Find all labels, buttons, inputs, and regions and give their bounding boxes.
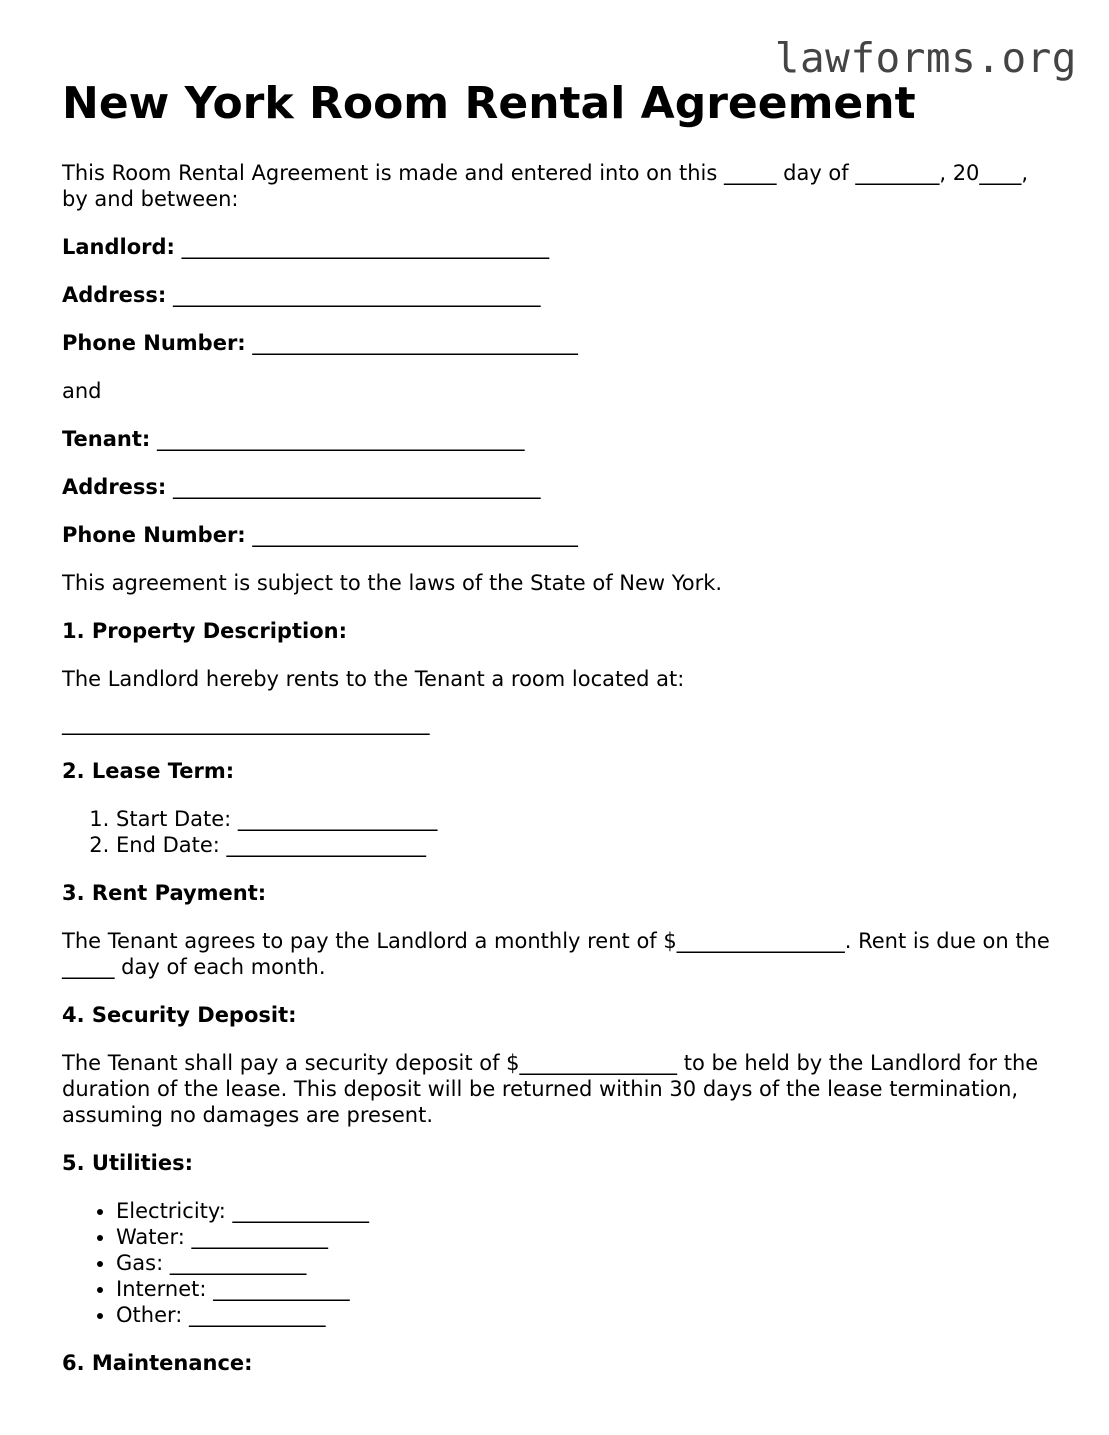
- landlord-phone-label: Phone Number:: [62, 331, 246, 355]
- page-title: New York Room Rental Agreement: [62, 78, 916, 129]
- landlord-label: Landlord:: [62, 235, 175, 259]
- section-3-text: The Tenant agrees to pay the Landlord a monthly rent of $________________. Rent is due on the _____ day of each month.: [62, 929, 1050, 979]
- lease-term-list: [62, 806, 1052, 858]
- section-2-heading: 2. Lease Term:: [62, 759, 235, 783]
- section-4-text: The Tenant shall pay a security deposit of $_______________ to be held by the Landlord for the duration of the lease. This deposit will be returned within 30 days of the lease termination, assuming no damages are present.: [62, 1051, 1039, 1127]
- list-item-water[interactable]: • Water: _____________: [116, 1224, 1052, 1250]
- section-1-text: The Landlord hereby rents to the Tenant a room located at:: [62, 667, 685, 691]
- list-item-start-date[interactable]: 1. Start Date: ___________________: [116, 806, 1052, 832]
- property-address-blank[interactable]: ___________________________________: [62, 711, 430, 735]
- landlord-phone-blank[interactable]: _______________________________: [252, 331, 578, 355]
- landlord-name-blank[interactable]: ___________________________________: [181, 235, 550, 259]
- section-6-heading: 6. Maintenance:: [62, 1351, 253, 1375]
- tenant-name-blank[interactable]: ___________________________________: [156, 427, 525, 451]
- tenant-address-blank[interactable]: ___________________________________: [173, 475, 541, 499]
- list-item-electricity[interactable]: • Electricity: _____________: [116, 1198, 1052, 1224]
- law-text: This agreement is subject to the laws of the State of New York.: [62, 571, 723, 595]
- list-item-end-date[interactable]: 2. End Date: ___________________: [116, 832, 1052, 858]
- list-item-internet[interactable]: • Internet: _____________: [116, 1276, 1052, 1302]
- section-4-heading: 4. Security Deposit:: [62, 1003, 297, 1027]
- landlord-address-blank[interactable]: ___________________________________: [173, 283, 541, 307]
- landlord-address-label: Address:: [62, 283, 167, 307]
- intro-paragraph: This Room Rental Agreement is made and entered into on this _____ day of ________, 20____, by and between:: [62, 161, 1029, 211]
- tenant-address-field: [62, 474, 1052, 500]
- tenant-phone-blank[interactable]: _______________________________: [252, 523, 578, 547]
- tenant-phone-field: [62, 522, 1052, 548]
- tenant-label: Tenant:: [62, 427, 151, 451]
- utilities-list: [62, 1198, 1052, 1328]
- landlord-phone-field: [62, 330, 1052, 356]
- document-body: [62, 160, 1052, 1398]
- section-1-heading: 1. Property Description:: [62, 619, 347, 643]
- section-3-heading: 3. Rent Payment:: [62, 881, 267, 905]
- section-5-heading: 5. Utilities:: [62, 1151, 193, 1175]
- landlord-address-field: [62, 282, 1052, 308]
- tenant-name-field: [62, 426, 1052, 452]
- tenant-address-label: Address:: [62, 475, 167, 499]
- list-item-gas[interactable]: • Gas: _____________: [116, 1250, 1052, 1276]
- watermark-logo: lawforms.org: [774, 34, 1077, 82]
- landlord-name-field: [62, 234, 1052, 260]
- and-text: and: [62, 379, 102, 403]
- tenant-phone-label: Phone Number:: [62, 523, 246, 547]
- list-item-other[interactable]: • Other: _____________: [116, 1302, 1052, 1328]
